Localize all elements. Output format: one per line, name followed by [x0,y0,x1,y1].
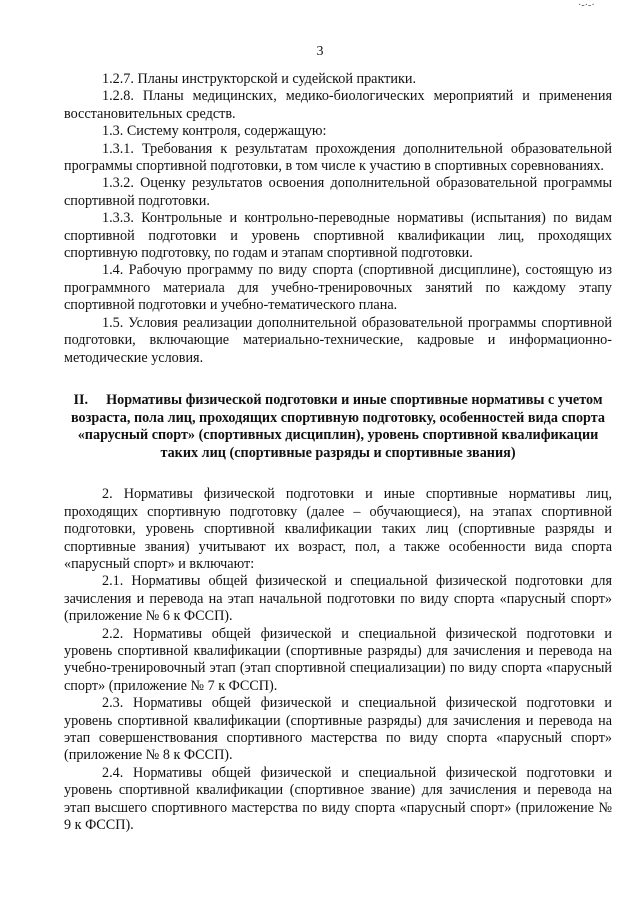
paragraph-2: 2. Нормативы физической подготовки и иные спортивные нормативы лиц, проходящих спортивную подготовку (далее – обучающиеся), на этапах спортивной подготовки, уровень спортивной квалификации таких лиц (спортивные разряды и спортивные звания) учитывают их возраст, пол, а также особенности вида спорта «парусный спорт» и включают: [64,486,612,572]
paragraph-1-3-3: 1.3.3. Контрольные и контрольно-переводные нормативы (испытания) по видам спортивной подготовки и уровень спортивной квалификации лиц, проходящих спортивную подготовку, по годам и этапам спортивной подготовки. [64,210,612,262]
paragraph-1-3-2: 1.3.2. Оценку результатов освоения дополнительной образовательной программы спортивной подготовки. [64,175,612,209]
section-title: Нормативы физической подготовки и иные спортивные нормативы с учетом возраста, пола лиц, проходящих спортивную подготовку, особенностей вида спорта «парусный спорт» (спортивных дисциплин), уровень спортивной квалификации таких лиц (спортивные разряды и спортивные звания) [70,391,605,461]
paragraph-1-3: 1.3. Систему контроля, содержащую: [102,123,327,140]
paragraph-2-1: 2.1. Нормативы общей физической и специальной физической подготовки для зачисления и перевода на этап начальной подготовки по виду спорта «парусный спорт» (приложение № 6 к ФССП). [64,573,612,625]
paragraph-1-2-8: 1.2.8. Планы медицинских, медико-биологических мероприятий и применения восстановительных средств. [64,88,612,122]
paragraph-2-3: 2.3. Нормативы общей физической и специальной физической подготовки и уровень спортивной квалификации (спортивные разряды) для зачисления и перевода на этап совершенствования спортивного мастерства по виду спорта «парусный спорт» (приложение № 8 к ФССП). [64,695,612,764]
paragraph-2-2: 2.2. Нормативы общей физической и специальной физической подготовки и уровень спортивной квалификации (спортивные разряды) для зачисления и перевода на учебно-тренировочный этап (этап спортивной специализации) по виду спорта «парусный спорт» (приложение № 7 к ФССП). [64,625,612,694]
scan-mark: ·-·-· [578,0,595,11]
paragraph-1-5: 1.5. Условия реализации дополнительной образовательной программы спортивной подготовки, включающие материально-технические, кадровые и информационно-методические условия. [64,314,612,366]
section-heading [64,392,612,462]
page-number: 3 [316,44,324,59]
document-body [64,71,612,834]
paragraph-1-2-7: 1.2.7. Планы инструкторской и судейской практики. [102,71,416,87]
paragraph-1-3-1: 1.3.1. Требования к результатам прохождения дополнительной образовательной программы спортивной подготовки, в том числе к участию в спортивных соревнованиях. [64,140,612,175]
section-number: II. [73,391,89,408]
paragraph-1-4: 1.4. Рабочую программу по виду спорта (спортивной дисциплине), состоящую из программного материала для учебно-тренировочных занятий по каждому этапу спортивной подготовки и учебно-тематического плана. [64,262,612,314]
paragraph-2-4: 2.4. Нормативы общей физической и специальной физической подготовки и уровень спортивной квалификации (спортивное звание) для зачисления и перевода на этап высшего спортивного мастерства по виду спорта «парусный спорт» (приложение № 9 к ФССП). [64,764,612,833]
